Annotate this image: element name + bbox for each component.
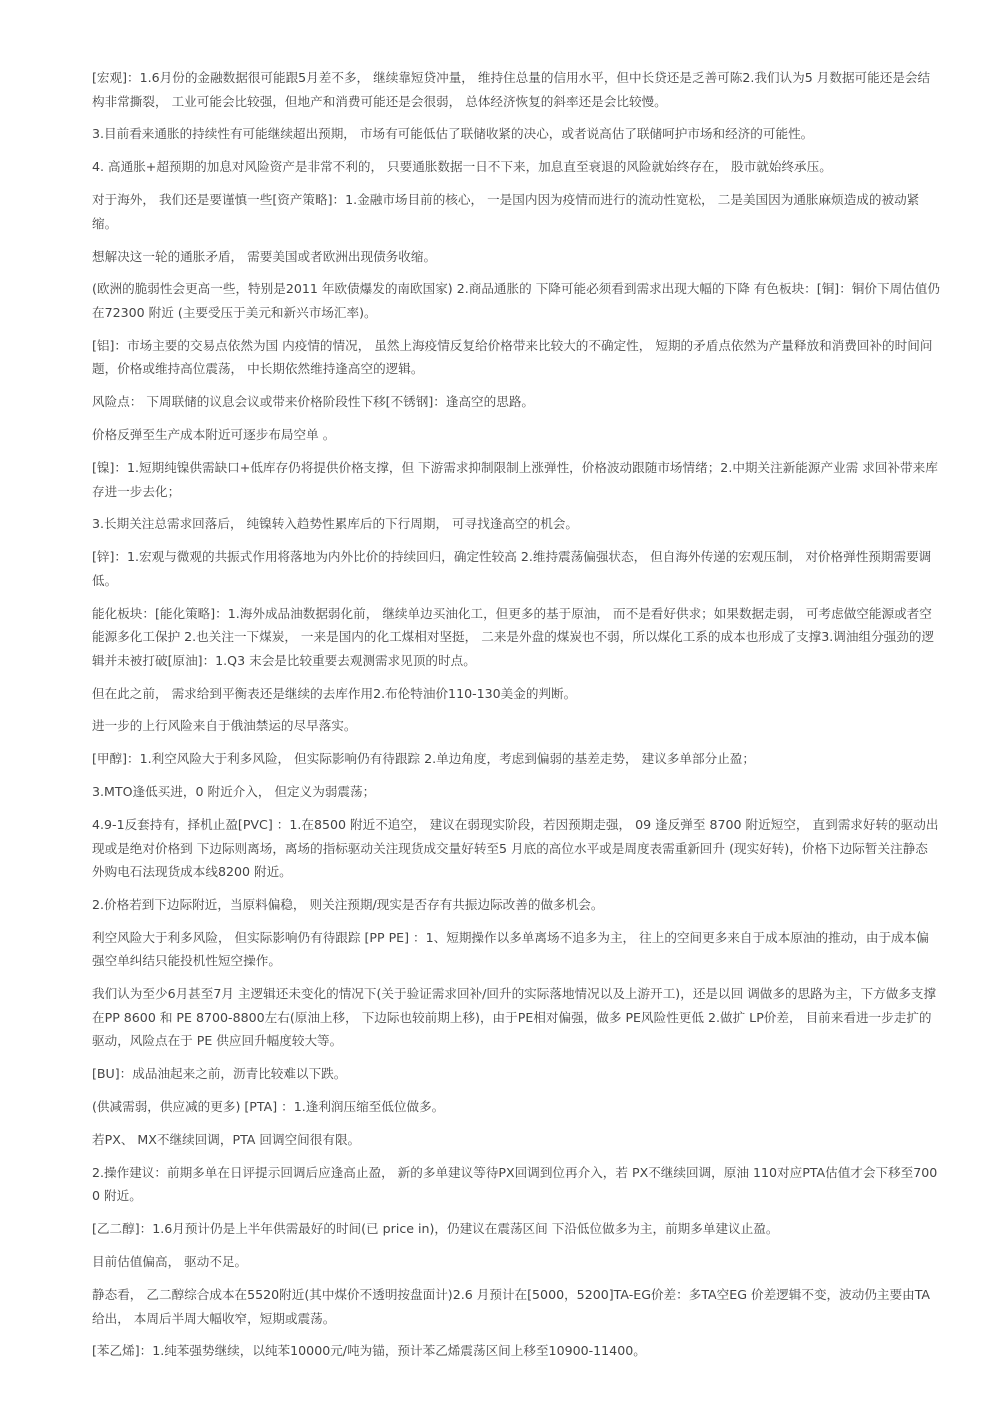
paragraph: 利空风险大于利多风险， 但实际影响仍有待跟踪 [PP PE] ：1、短期操作以多单离场不追多为主， 往上的空间更多来自于成本原油的推动，由于成本偏强空单纠结只能投机性短空操作。	[92, 929, 929, 969]
paragraph: 我们认为至少6月甚至7月 主逻辑还未变化的情况下(关于验证需求回补/回升的实际落地情况以及上游开工)，还是以回 调做多的思路为主，下方做多支撑在PP 8600 和 PE 8700-8800左右(原油上移， 下边际也较前期上移)，由于PE相对偏强，做多 PE风险性更低 2.做扩 LP价差， 目前来看进一步走扩的驱动，风险点在于 PE 供应回升幅度较大等。	[92, 986, 937, 1049]
paragraph: 静态看， 乙二醇综合成本在5520附近(其中煤价不透明按盘面计)2.6 月预计在[5000，5200]TA-EG价差：多TA空EG 价差逻辑不变，波动仍主要由TA给出， 本周后半周大幅收窄，短期或震荡。	[92, 1287, 931, 1326]
paragraph: 若PX、 MX不继续回调，PTA 回调空间很有限。	[92, 1131, 361, 1147]
paragraph: [甲醇]：1.利空风险大于利多风险， 但实际影响仍有待跟踪 2.单边角度，考虑到偏弱的基差走势， 建议多单部分止盈；	[92, 751, 755, 767]
paragraph: [镍]：1.短期纯镍供需缺口+低库存仍将提供价格支撑，但 下游需求抑制限制上涨弹性，价格波动跟随市场情绪；2.中期关注新能源产业需 求回补带来库存进一步去化；	[92, 460, 938, 499]
paragraph: 目前估值偏高， 驱动不足。	[92, 1254, 248, 1270]
paragraph: 但在此之前， 需求给到平衡表还是继续的去库作用2.布伦特油价110-130美金的判断。	[92, 685, 577, 701]
paragraph: 2.操作建议：前期多单在日评提示回调后应逢高止盈， 新的多单建议等待PX回调到位再介入，若 PX不继续回调，原油 110对应PTA估值才会下移至7000 附近。	[92, 1164, 938, 1204]
paragraph: 进一步的上行风险来自于俄油禁运的尽早落实。	[92, 718, 357, 734]
paragraph: 3.长期关注总需求回落后， 纯镍转入趋势性累库后的下行周期， 可寻找逢高空的机会。	[92, 516, 578, 532]
paragraph: 3.目前看来通胀的持续性有可能继续超出预期， 市场有可能低估了联储收紧的决心，或者说高估了联储呵护市场和经济的可能性。	[92, 126, 814, 142]
paragraph: [铝]：市场主要的交易点依然为国 内疫情的情况， 虽然上海疫情反复给价格带来比较大的不确定性， 短期的矛盾点依然为产量释放和消费回补的时间问题，价格或维持高位震荡， 中长期依然维持逢高空的逻辑。	[92, 337, 933, 377]
paragraph: 价格反弹至生产成本附近可逐步布局空单 。	[92, 427, 336, 443]
paragraph: 风险点： 下周联储的议息会议或带来价格阶段性下移[不锈钢]：逢高空的思路。	[92, 394, 535, 410]
paragraph: (供减需弱，供应减的更多) [PTA] ：1.逢利润压缩至低位做多。	[92, 1099, 445, 1115]
paragraph: [锌]：1.宏观与微观的共振式作用将落地为内外比价的持续回归，确定性较高 2.维持震荡偏强状态， 但自海外传递的宏观压制， 对价格弹性预期需要调低。	[92, 549, 932, 588]
paragraph: (欧洲的脆弱性会更高一些，特别是2011 年欧债爆发的南欧国家) 2.商品通胀的 下降可能必须看到需求出现大幅的下降 有色板块：[铜]：铜价下周估值仍在72300 附近 (主要受压于美元和新兴市场汇率)。	[92, 281, 940, 320]
paragraph: 3.MTO逢低买进，0 附近介入， 但定义为弱震荡；	[92, 784, 376, 800]
paragraph: 2.价格若到下边际附近，当原料偏稳， 则关注预期/现实是否存有共振边际改善的做多机会。	[92, 897, 604, 913]
paragraph: 4.9-1反套持有，择机止盈[PVC] ：1.在8500 附近不追空， 建议在弱现实阶段，若因预期走强， 09 逢反弹至 8700 附近短空， 直到需求好转的驱动出现或是绝对价格到 下边际则离场，离场的指标驱动关注现货成交量好转至5 月底的高位水平或是周度表需重新回升 (现实好转)，价格下边际暂关注静态外购电石法现货成本线8200 附近。	[92, 817, 939, 880]
paragraph: [BU]：成品油起来之前，沥青比较难以下跌。	[92, 1066, 347, 1082]
paragraph: 想解决这一轮的通胀矛盾， 需要美国或者欧洲出现债务收缩。	[92, 248, 437, 264]
paragraph: [苯乙烯]：1.纯苯强势继续，以纯苯10000元/吨为锚，预计苯乙烯震荡区间上移至10900-11400。	[92, 1343, 646, 1359]
paragraph: 对于海外， 我们还是要谨慎一些[资产策略]：1.金融市场目前的核心， 一是国内因为疫情而进行的流动性宽松， 二是美国因为通胀麻烦造成的被动紧缩。	[92, 192, 920, 231]
paragraph: [乙二醇]：1.6月预计仍是上半年供需最好的时间(已 price in)，仍建议在震荡区间 下沿低位做多为主，前期多单建议止盈。	[92, 1221, 779, 1237]
paragraph: 能化板块：[能化策略]：1.海外成品油数据弱化前， 继续单边买油化工，但更多的基于原油， 而不是看好供求；如果数据走弱， 可考虑做空能源或者空能源多化工保护 2.也关注一下煤炭， 一来是国内的化工煤相对坚挺， 二来是外盘的煤炭也不弱，所以煤化工系的成本也形成了支撑3.调油组分强劲的逻辑并未被打破[原油]：1.Q3 末会是比较重要去观测需求见顶的时点。	[92, 605, 935, 668]
paragraph: 4. 高通胀+超预期的加息对风险资产是非常不利的， 只要通胀数据一日不下来，加息直至衰退的风险就始终存在， 股市就始终承压。	[92, 159, 832, 175]
paragraph: [宏观]：1.6月份的金融数据很可能跟5月差不多， 继续靠短贷冲量， 维持住总量的信用水平，但中长贷还是乏善可陈2.我们认为5 月数据可能还是会结构非常撕裂， 工业可能会比较强，但地产和消费可能还是会很弱， 总体经济恢复的斜率还是会比较慢。	[92, 70, 931, 109]
